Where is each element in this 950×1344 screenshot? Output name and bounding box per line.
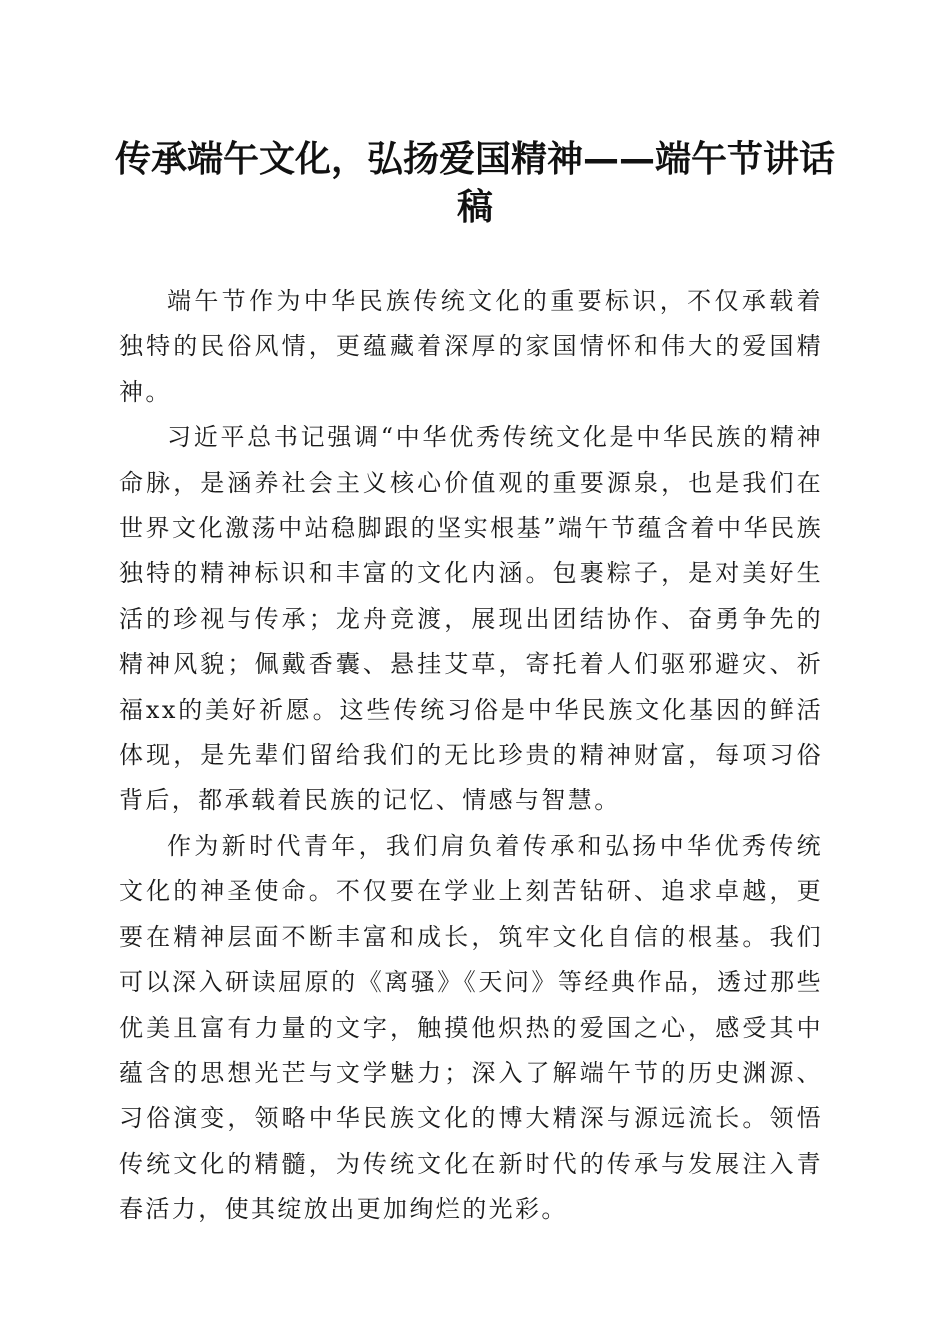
document-body xyxy=(119,279,823,1233)
paragraph-2: 习近平总书记强调“中华优秀传统文化是中华民族的精神命脉，是涵养社会主义核心价值观的重要源泉，也是我们在世界文化激荡中站稳脚跟的坚实根基”端午节蕴含着中华民族独特的精神标识和丰富的文化内涵。包裹粽子，是对美好生活的珍视与传承；龙舟竞渡，展现出团结协作、奋勇争先的精神风貌；佩戴香囊、悬挂艾草，寄托着人们驱邪避灾、祈福xx的美好祈愿。这些传统习俗是中华民族文化基因的鲜活体现，是先辈们留给我们的无比珍贵的精神财富，每项习俗背后，都承载着民族的记忆、情感与智慧。 xyxy=(119,423,823,815)
paragraph-1: 端午节作为中华民族传统文化的重要标识，不仅承载着独特的民俗风情，更蕴藏着深厚的家国情怀和伟大的爱国精神。 xyxy=(119,287,823,406)
paragraph-3: 作为新时代青年，我们肩负着传承和弘扬中华优秀传统文化的神圣使命。不仅要在学业上刻苦钻研、追求卓越，更要在精神层面不断丰富和成长，筑牢文化自信的根基。我们可以深入研读屈原的《离骚》《天问》等经典作品，透过那些优美且富有力量的文字，触摸他炽热的爱国之心，感受其中蕴含的思想光芒与文学魅力；深入了解端午节的历史渊源、习俗演变，领略中华民族文化的博大精深与源远流长。领悟传统文化的精髓，为传统文化在新时代的传承与发展注入青春活力，使其绽放出更加绚烂的光彩。 xyxy=(119,831,823,1224)
document-title: 传承端午文化，弘扬爱国精神——端午节讲话稿 xyxy=(115,139,836,228)
